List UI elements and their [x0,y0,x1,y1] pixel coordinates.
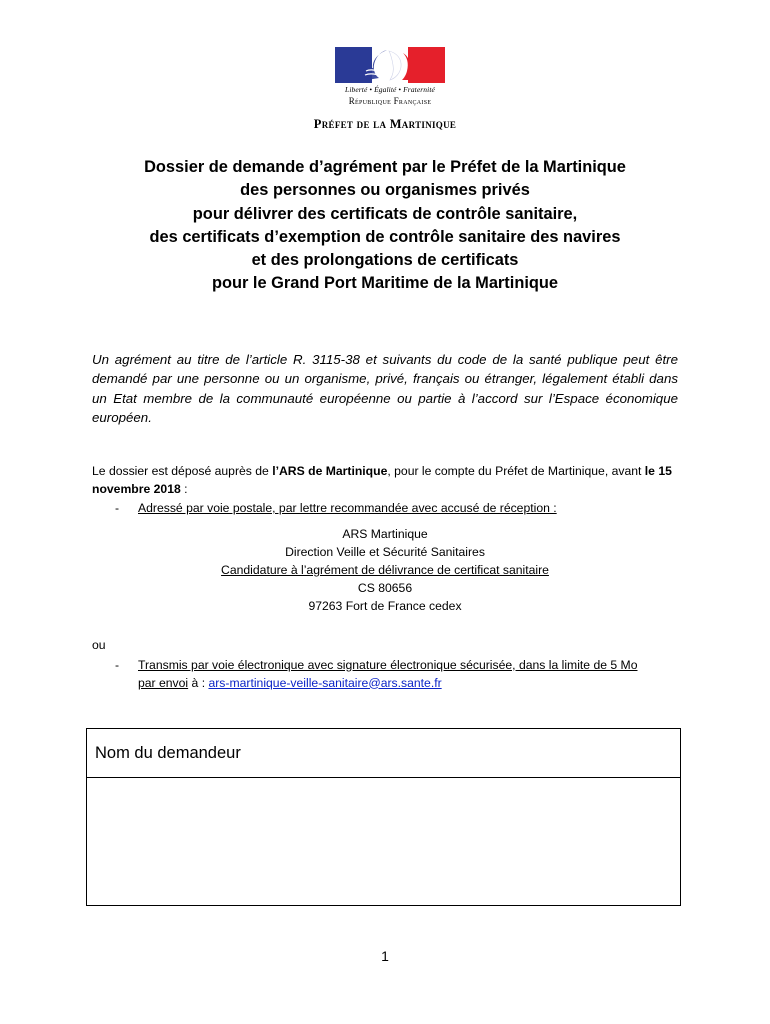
bullet-dash: - [115,501,120,515]
deposit-middle: , pour le compte du Préfet de Martinique, avant [387,464,645,478]
bullet-electronic-connector: à : [188,675,209,690]
title-line: des personnes ou organismes privés [240,181,530,200]
republique-francaise: République Française [348,96,432,106]
page-number: 1 [381,948,389,964]
motto: Liberté • Égalité • Fraternité [345,85,435,94]
bullet-electronic-text-2: par envoi [138,675,189,690]
document-title [60,156,710,296]
or-separator: ou [92,638,106,652]
bullet-dash: - [115,658,120,672]
deposit-deadline: le 15 novembre 2018 [92,464,672,496]
intro-paragraph: Un agrément au titre de l’article R. 3115-38 et suivants du code de la santé publique peut être demandé par une personne ou un organisme, privé, français ou étranger, légalement établi dans un Etat membre de la communauté européenne ou partie à l’accord sur l’Espace économique européen. [92,352,678,426]
bullet-postal-text: Adressé par voie postale, par lettre recommandée avec accusé de réception : [138,501,557,515]
deposit-suffix: : [180,481,188,496]
postal-address [0,525,770,615]
address-line: CS 80656 [357,581,413,596]
address-line: ARS Martinique [342,527,428,541]
marianne-flag-icon [333,47,447,83]
deposit-paragraph [92,463,682,498]
prefet-heading: Préfet de la Martinique [313,117,457,131]
title-line: pour délivrer des certificats de contrôle sanitaire, [192,204,578,223]
bullet-electronic-text: Transmis par voie électronique avec signature électronique sécurisée, dans la limite de 5 Mo [138,658,638,672]
title-line: des certificats d’exemption de contrôle sanitaire des navires [149,227,621,246]
applicant-name-label: Nom du demandeur [87,729,680,778]
republique-francaise-logo [333,47,447,106]
deposit-prefix: Le dossier est déposé auprès de [92,464,273,478]
deposit-org: l’ARS de Martinique [272,464,388,478]
applicant-name-field[interactable] [87,778,680,905]
address-line: Direction Veille et Sécurité Sanitaires [285,545,485,560]
email-link[interactable]: ars-martinique-veille-sanitaire@ars.sante.fr [208,675,442,690]
applicant-name-box [86,728,681,906]
address-line: 97263 Fort de France cedex [308,599,462,614]
title-line: Dossier de demande d’agrément par le Préfet de la Martinique [144,158,626,176]
title-line: pour le Grand Port Maritime de la Martinique [211,274,559,293]
title-line: et des prolongations de certificats [251,251,519,270]
address-line: Candidature à l’agrément de délivrance de certificat sanitaire [221,563,549,578]
